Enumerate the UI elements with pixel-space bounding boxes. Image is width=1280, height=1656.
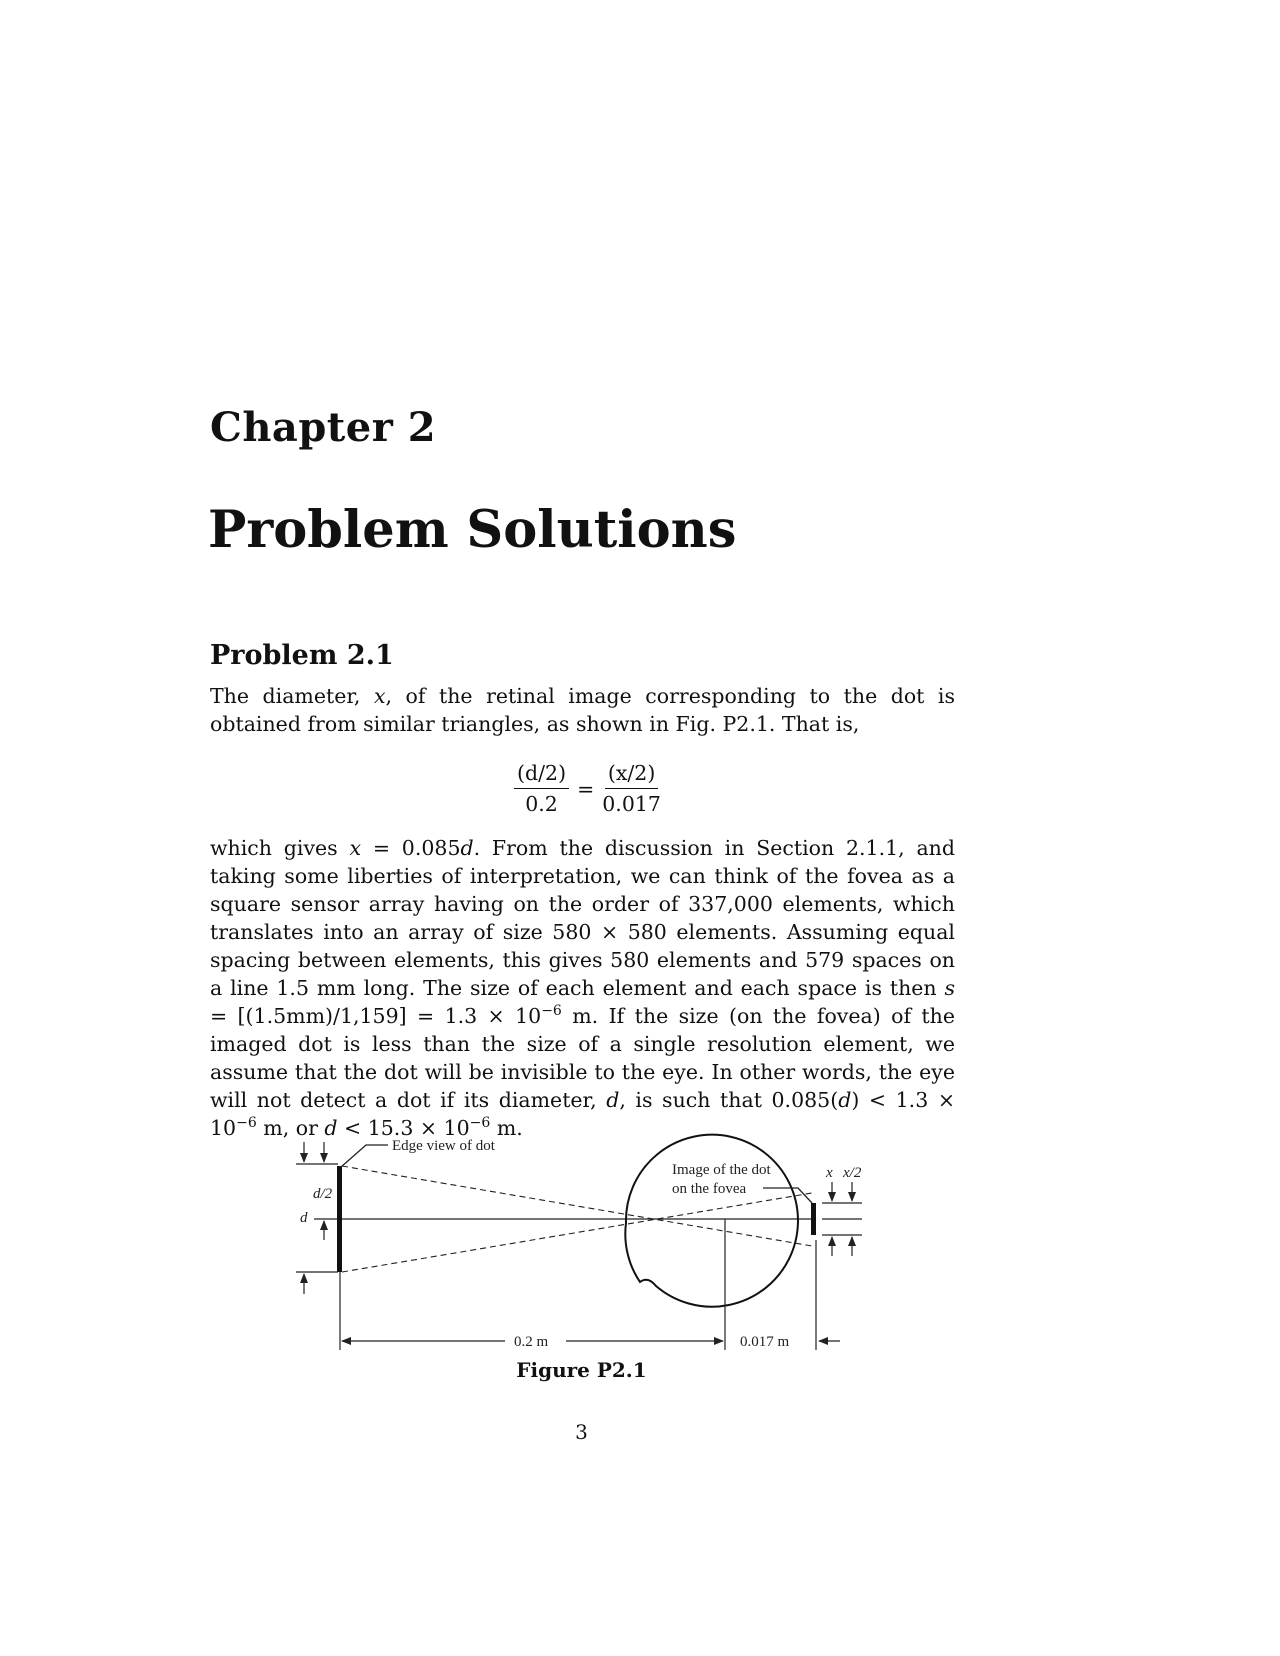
lower-ray: [342, 1193, 812, 1272]
similar-triangles-equation: [510, 760, 665, 817]
exponent: −6: [541, 1003, 562, 1020]
text-run: which gives: [210, 836, 350, 860]
eye-outline: [625, 1135, 798, 1307]
math-variable: d: [606, 1088, 620, 1112]
d-label: d: [300, 1210, 308, 1226]
math-variable: d: [838, 1088, 852, 1112]
left-numerator: (d/2): [514, 760, 569, 789]
text-run: = 0.085: [361, 836, 461, 860]
distance-label-0-2m: 0.2 m: [514, 1334, 549, 1350]
math-variable: x: [349, 836, 362, 860]
page-number: 3: [575, 1420, 588, 1444]
math-variable: s: [944, 976, 955, 1000]
problem-paragraph-1: [210, 682, 955, 738]
figure-caption: Figure P2.1: [516, 1358, 647, 1382]
math-variable: d: [460, 836, 474, 860]
fovea-image-bar: [811, 1203, 816, 1235]
exponent: −6: [236, 1115, 257, 1132]
text-run: . From the discussion in Section 2.1.1, and taking some liberties of interpretation, we can think of the fovea as a square sensor array having on the order of 337,000 elements, which translates into an array of size 580 × 580 elements. Assuming equal spacing between elements, this gives 580 elements and 579 spaces on a line 1.5 mm long. The size of each element and each space is then: [210, 836, 956, 1000]
left-denominator: 0.2: [525, 792, 558, 816]
fovea-label-leader: [763, 1188, 812, 1203]
chapter-label: Chapter 2: [210, 404, 437, 451]
text-run: = [(1.5mm)/1,159] = 1.3 × 10: [210, 1004, 542, 1028]
math-variable: x: [373, 684, 386, 708]
right-fraction: [598, 760, 665, 817]
math-variable: d: [324, 1116, 338, 1140]
text-run: , is such that 0.085(: [619, 1088, 839, 1112]
fovea-label-line-2: on the fovea: [672, 1181, 747, 1197]
text-run: < 15.3 × 10: [337, 1116, 470, 1140]
equals-sign: =: [577, 776, 595, 801]
text-run: m, or: [256, 1116, 325, 1140]
problem-paragraph-2: [210, 834, 955, 1142]
upper-ray: [342, 1166, 812, 1246]
d-half-label: d/2: [313, 1186, 333, 1202]
right-denominator: 0.017: [602, 792, 661, 816]
text-run: The diameter,: [210, 684, 374, 708]
x-label: x: [826, 1165, 833, 1181]
left-fraction: [510, 760, 573, 817]
x-half-label: x/2: [843, 1165, 862, 1181]
right-numerator: (x/2): [605, 760, 659, 789]
text-run: m.: [490, 1116, 523, 1140]
distance-label-0-017m: 0.017 m: [740, 1334, 790, 1350]
fovea-label-line-1: Image of the dot: [672, 1162, 771, 1178]
exponent: −6: [469, 1115, 491, 1132]
problem-heading: Problem 2.1: [210, 640, 394, 671]
chapter-title: Problem Solutions: [208, 500, 737, 560]
edge-label-leader: [341, 1145, 388, 1167]
text-run: , of the retinal image corresponding to the dot is obtained from similar triangles, as shown in Fig. P2.1. That is,: [210, 684, 956, 736]
text-run: ) < 1.3 × 10: [210, 1088, 955, 1140]
figure-p2-1: [0, 1120, 1280, 1380]
text-run: m. If the size (on the fovea) of the imaged dot is less than the size of a single resolution element, we assume that the dot will be invisible to the eye. In other words, the eye will not detect a dot if its diameter,: [210, 1004, 955, 1112]
edge-view-label: Edge view of dot: [392, 1138, 495, 1154]
